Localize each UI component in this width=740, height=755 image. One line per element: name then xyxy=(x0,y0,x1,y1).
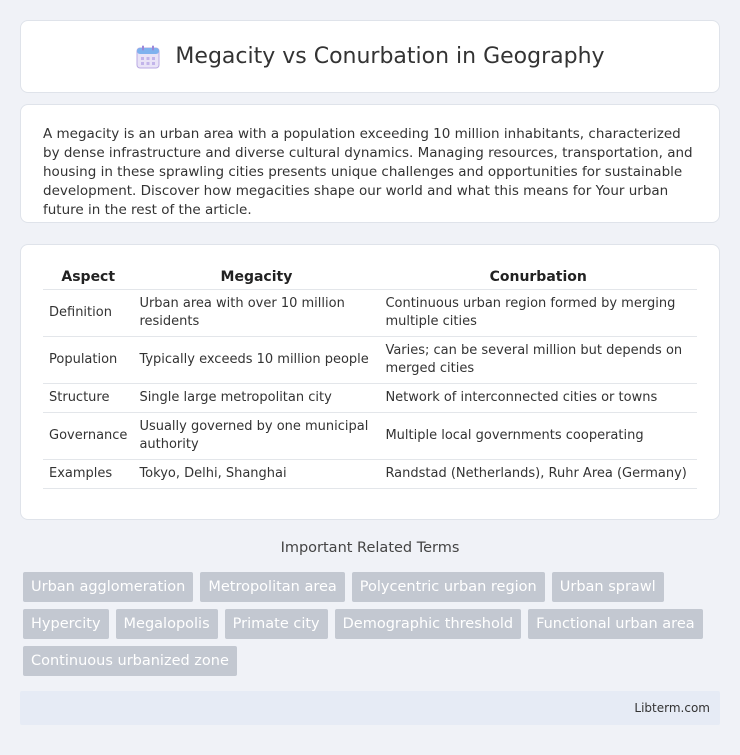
comparison-table xyxy=(43,265,697,489)
row-megacity: Usually governed by one municipal authority xyxy=(133,413,379,460)
row-conurbation: Varies; can be several million but depends on merged cities xyxy=(379,337,697,384)
row-aspect: Structure xyxy=(43,384,133,413)
term-tag[interactable]: Continuous urbanized zone xyxy=(23,646,237,676)
header-card xyxy=(20,20,720,93)
header-aspect: Aspect xyxy=(43,265,133,290)
page-title: Megacity vs Conurbation in Geography xyxy=(175,44,605,69)
term-tag[interactable]: Metropolitan area xyxy=(200,572,344,602)
term-tag[interactable]: Megalopolis xyxy=(116,609,218,639)
header-conurbation: Conurbation xyxy=(379,265,697,290)
term-tag[interactable]: Urban agglomeration xyxy=(23,572,193,602)
intro-card xyxy=(20,104,720,223)
calendar-icon xyxy=(135,44,161,70)
row-conurbation: Network of interconnected cities or towns xyxy=(379,384,697,413)
row-megacity: Tokyo, Delhi, Shanghai xyxy=(133,460,379,489)
term-tag[interactable]: Functional urban area xyxy=(528,609,703,639)
term-tag[interactable]: Demographic threshold xyxy=(335,609,521,639)
term-tag[interactable]: Hypercity xyxy=(23,609,109,639)
related-terms-title: Important Related Terms xyxy=(280,540,460,556)
table-row xyxy=(43,290,697,337)
table-row xyxy=(43,460,697,489)
row-megacity: Single large metropolitan city xyxy=(133,384,379,413)
term-tag[interactable]: Urban sprawl xyxy=(552,572,664,602)
header-megacity: Megacity xyxy=(133,265,379,290)
row-megacity: Typically exceeds 10 million people xyxy=(133,337,379,384)
row-conurbation: Randstad (Netherlands), Ruhr Area (Germany) xyxy=(379,460,697,489)
term-tag[interactable]: Primate city xyxy=(225,609,328,639)
footer-site-link[interactable]: Libterm.com xyxy=(634,701,710,715)
intro-text: A megacity is an urban area with a population exceeding 10 million inhabitants, characterized by dense infrastructure and diverse cultural dynamics. Managing resources, transportation, and housing in these sprawling cities presents unique challenges and opportunities for sustainable development. Discover how megacities shape our world and what this means for Your urban future in the rest of the article. xyxy=(43,126,693,218)
row-conurbation: Continuous urban region formed by merging multiple cities xyxy=(379,290,697,337)
row-aspect: Definition xyxy=(43,290,133,337)
row-aspect: Population xyxy=(43,337,133,384)
comparison-card xyxy=(20,244,720,520)
row-aspect: Governance xyxy=(43,413,133,460)
row-aspect: Examples xyxy=(43,460,133,489)
table-row xyxy=(43,413,697,460)
row-megacity: Urban area with over 10 million residents xyxy=(133,290,379,337)
footer xyxy=(20,691,720,725)
table-header-row xyxy=(43,265,697,290)
table-row xyxy=(43,384,697,413)
related-terms-list xyxy=(23,572,723,676)
row-conurbation: Multiple local governments cooperating xyxy=(379,413,697,460)
table-row xyxy=(43,337,697,384)
term-tag[interactable]: Polycentric urban region xyxy=(352,572,545,602)
